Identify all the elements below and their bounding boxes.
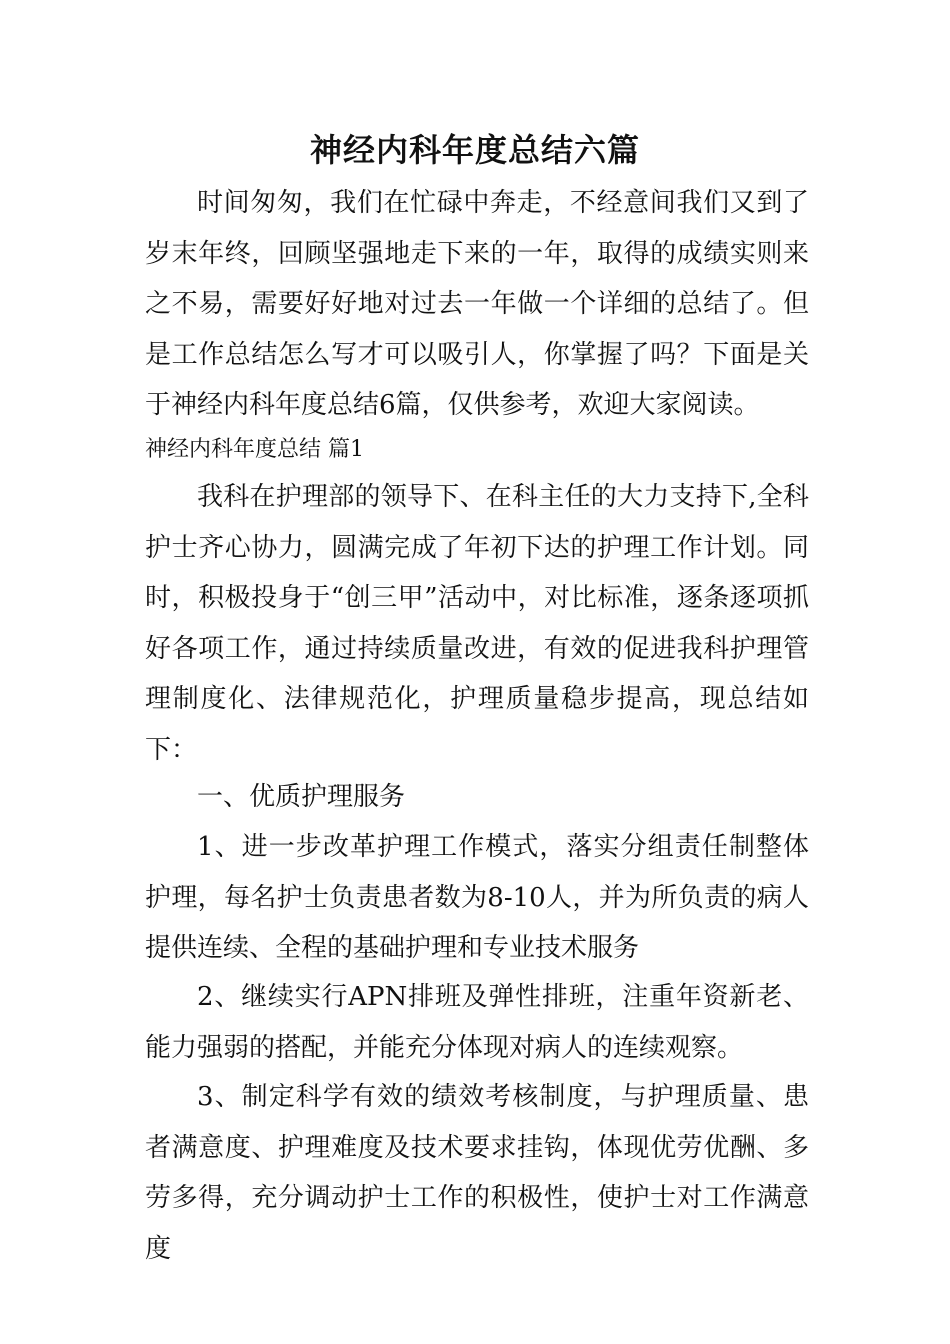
intro-paragraph: 时间匆匆，我们在忙碌中奔走，不经意间我们又到了岁末年终，回顾坚强地走下来的一年，取得的成绩实则来之不易，需要好好地对过去一年做一个详细的总结了。但是工作总结怎么写才可以吸引人，你掌握了吗？下面是关于神经内科年度总结6篇，仅供参考，欢迎大家阅读。 — [145, 188, 809, 420]
paragraph-item-2: 2、继续实行APN排班及弹性排班，注重年资新老、能力强弱的搭配，并能充分体现对病人的连续观察。 — [145, 982, 809, 1063]
paragraph-1: 我科在护理部的领导下、在科主任的大力支持下,全科护士齐心协力，圆满完成了年初下达的护理工作计划。同时，积极投身于“创三甲”活动中，对比标准，逐条逐项抓好各项工作，通过持续质量改进，有效的促进我科护理管理制度化、法律规范化，护理质量稳步提高，现总结如下： — [145, 482, 809, 765]
section-heading: 神经内科年度总结 篇1 — [145, 437, 364, 462]
paragraph-item-1: 1、进一步改革护理工作模式，落实分组责任制整体护理，每名护士负责患者数为8-10人，并为所负责的病人提供连续、全程的基础护理和专业技术服务 — [145, 832, 809, 963]
paragraph-item-3: 3、制定科学有效的绩效考核制度，与护理质量、患者满意度、护理难度及技术要求挂钩，体现优劳优酬、多劳多得，充分调动护士工作的积极性，使护士对工作满意度 — [145, 1082, 809, 1264]
document-title: 神经内科年度总结六篇 — [309, 131, 640, 169]
subheading-quality-nursing: 一、优质护理服务 — [197, 782, 406, 812]
